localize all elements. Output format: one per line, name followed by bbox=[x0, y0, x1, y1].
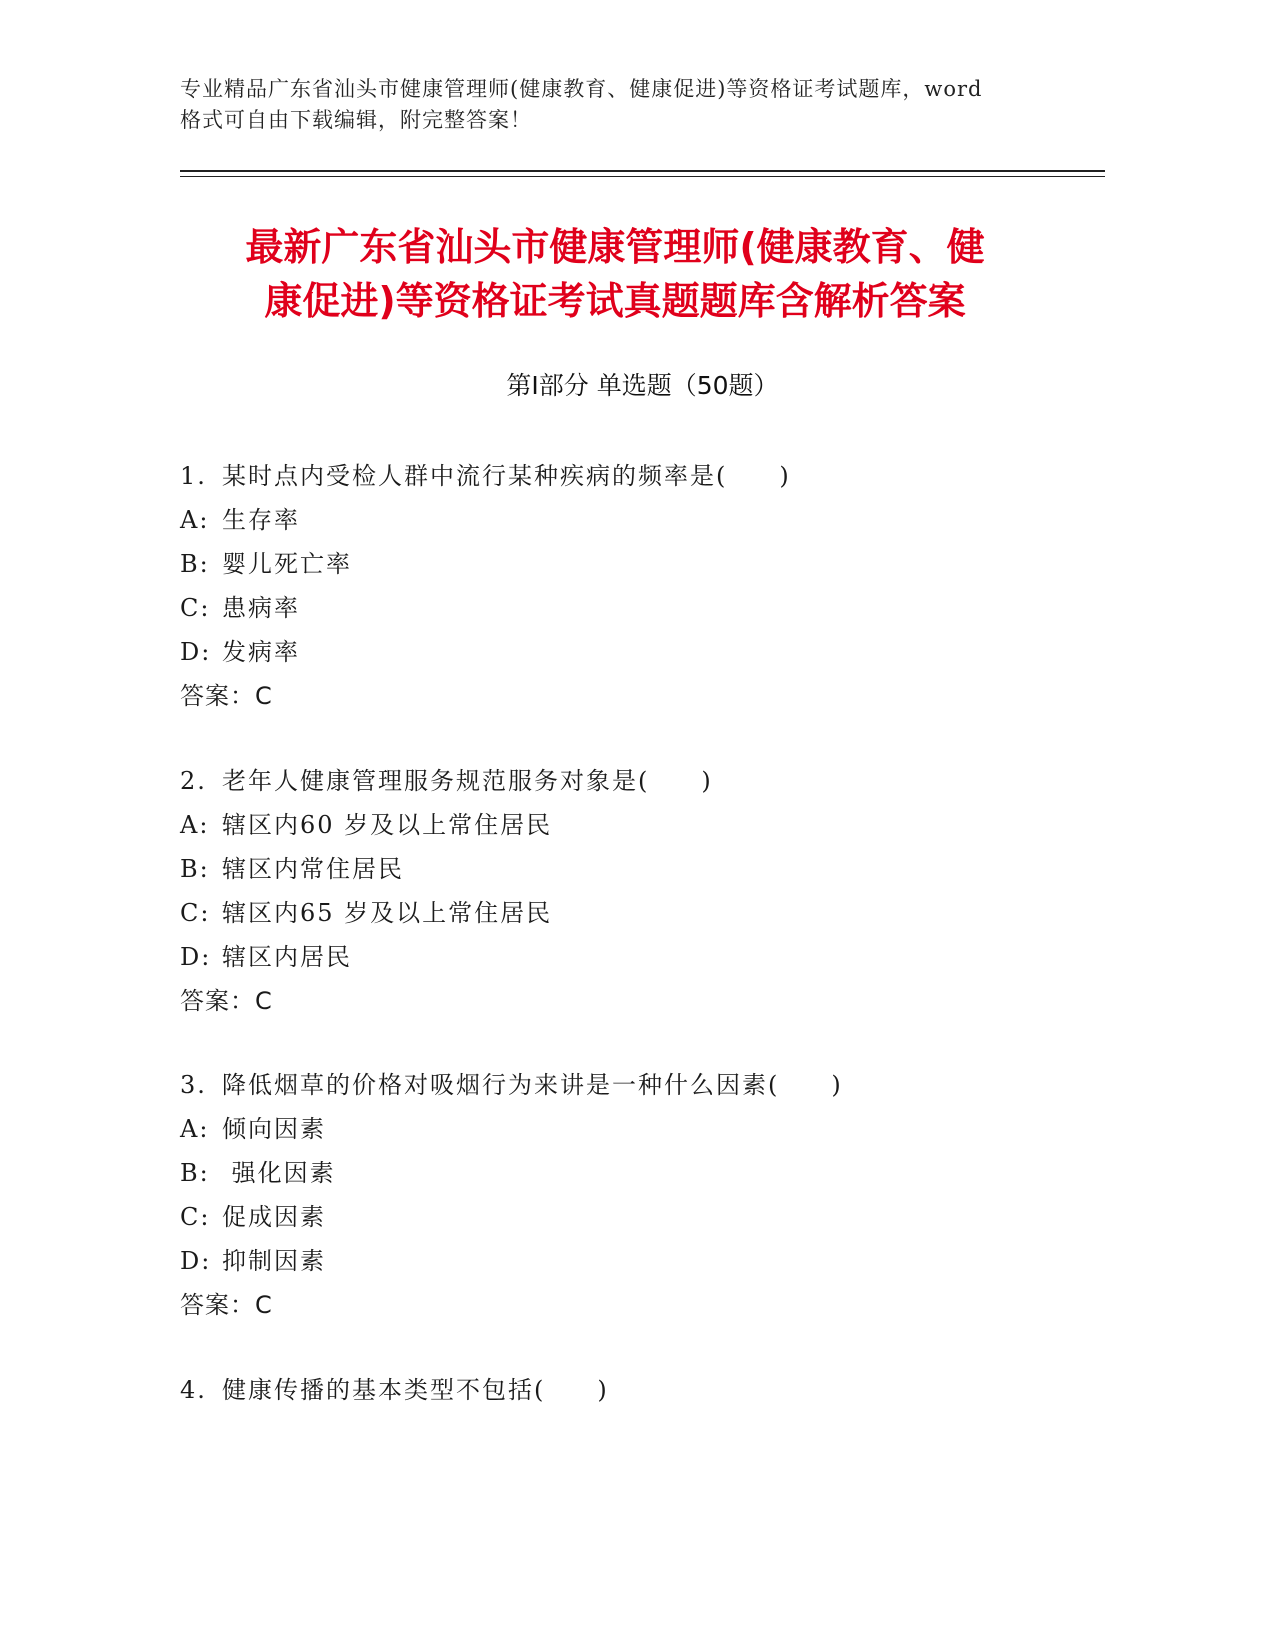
option-text: 抑制因素 bbox=[222, 1247, 326, 1275]
question-stem bbox=[180, 1368, 1080, 1412]
option-text: 辖区内常住居民 bbox=[222, 855, 404, 883]
option-text: 辖区内60 岁及以上常住居民 bbox=[222, 811, 553, 839]
question-number: 1. bbox=[180, 462, 207, 490]
option-key: A: bbox=[180, 506, 210, 534]
header-divider-thin bbox=[180, 176, 1105, 177]
option-key: D: bbox=[180, 1247, 212, 1275]
option-text: 生存率 bbox=[222, 506, 300, 534]
option-key: A: bbox=[180, 811, 210, 839]
option-key: B: bbox=[180, 550, 210, 578]
question-text: 降低烟草的价格对吸烟行为来讲是一种什么因素( ) bbox=[222, 1071, 843, 1099]
question-text: 老年人健康管理服务规范服务对象是( ) bbox=[222, 767, 713, 795]
option-a bbox=[180, 498, 1080, 542]
header-line-1: 专业精品广东省汕头市健康管理师(健康教育、健康促进)等资格证考试题库，word bbox=[180, 77, 983, 101]
option-text: 强化因素 bbox=[222, 1159, 336, 1187]
option-key: C: bbox=[180, 594, 211, 622]
answer: 答案：C bbox=[180, 987, 273, 1015]
header-divider-thick bbox=[180, 170, 1105, 172]
document-header bbox=[180, 74, 1060, 136]
question-stem bbox=[180, 1063, 1080, 1107]
question-text: 某时点内受检人群中流行某种疾病的频率是( ) bbox=[222, 462, 791, 490]
option-key: B: bbox=[180, 1159, 210, 1187]
option-c bbox=[180, 1195, 1080, 1239]
option-key: A: bbox=[180, 1115, 210, 1143]
question-stem bbox=[180, 454, 1080, 498]
option-text: 促成因素 bbox=[222, 1203, 326, 1231]
option-key: D: bbox=[180, 943, 212, 971]
question-4 bbox=[180, 1368, 1080, 1412]
question-2 bbox=[180, 759, 1080, 1023]
option-c bbox=[180, 586, 1080, 630]
option-d bbox=[180, 1239, 1080, 1283]
header-line-2: 格式可自由下载编辑，附完整答案！ bbox=[180, 108, 532, 132]
option-c bbox=[180, 891, 1080, 935]
option-text: 发病率 bbox=[222, 638, 300, 666]
question-number: 4. bbox=[180, 1376, 207, 1404]
option-key: B: bbox=[180, 855, 210, 883]
option-b bbox=[180, 542, 1080, 586]
option-a bbox=[180, 803, 1080, 847]
option-text: 婴儿死亡率 bbox=[222, 550, 352, 578]
question-number: 3. bbox=[180, 1071, 207, 1099]
answer: 答案：C bbox=[180, 682, 273, 710]
question-number: 2. bbox=[180, 767, 207, 795]
question-3 bbox=[180, 1063, 1080, 1327]
question-1 bbox=[180, 454, 1080, 718]
answer: 答案：C bbox=[180, 1291, 273, 1319]
option-d bbox=[180, 935, 1080, 979]
option-key: C: bbox=[180, 899, 211, 927]
option-d bbox=[180, 630, 1080, 674]
option-a bbox=[180, 1107, 1080, 1151]
question-text: 健康传播的基本类型不包括( ) bbox=[222, 1376, 609, 1404]
section-heading: 第Ⅰ部分 单选题（50题） bbox=[506, 371, 779, 400]
option-b bbox=[180, 847, 1080, 891]
title-line-1: 最新广东省汕头市健康管理师(健康教育、健 bbox=[245, 225, 985, 269]
document-title bbox=[180, 220, 1050, 328]
option-text: 辖区内居民 bbox=[222, 943, 352, 971]
option-text: 辖区内65 岁及以上常住居民 bbox=[222, 899, 553, 927]
option-key: C: bbox=[180, 1203, 211, 1231]
option-text: 倾向因素 bbox=[222, 1115, 326, 1143]
title-line-2: 康促进)等资格证考试真题题库含解析答案 bbox=[264, 279, 966, 323]
option-key: D: bbox=[180, 638, 212, 666]
option-text: 患病率 bbox=[222, 594, 300, 622]
option-b bbox=[180, 1151, 1080, 1195]
question-stem bbox=[180, 759, 1080, 803]
